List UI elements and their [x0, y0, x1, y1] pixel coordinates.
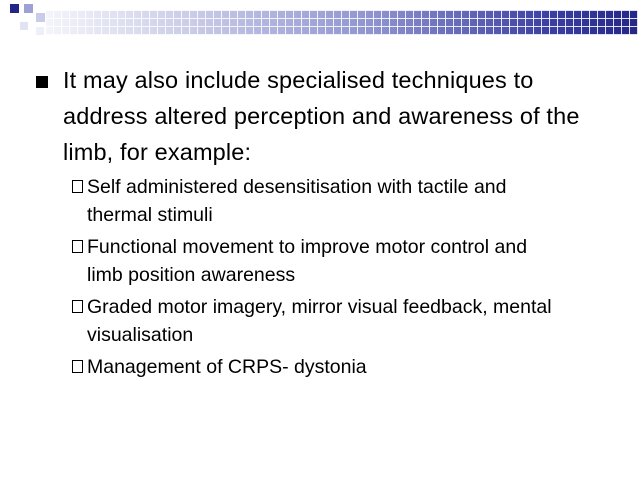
decor-square [10, 4, 19, 13]
hollow-square-bullet-icon [72, 240, 83, 253]
hollow-square-bullet-icon [72, 360, 83, 373]
decor-square [24, 4, 33, 13]
sub-bullet-item [72, 174, 626, 229]
main-point-text: It may also include specialised techniques to address altered perception and awareness of the limb, for example: [63, 67, 580, 165]
sub-point-text: Self administered desensitisation with tactile and thermal stimuli [87, 176, 507, 226]
decor-square [20, 22, 28, 30]
header-decoration [0, 0, 638, 40]
filled-square-bullet-icon [36, 76, 48, 88]
decor-square [36, 27, 44, 35]
hollow-square-bullet-icon [72, 180, 83, 193]
sub-point-text: Graded motor imagery, mirror visual feedback, mental visualisation [87, 296, 552, 346]
hollow-square-bullet-icon [72, 300, 83, 313]
sub-bullet-item [72, 294, 626, 349]
slide-body [36, 62, 626, 382]
sub-bullet-item [72, 234, 626, 289]
decor-square [36, 13, 45, 22]
sub-bullet-item [72, 354, 626, 382]
sub-bullet-list [72, 174, 626, 382]
sub-point-text: Management of CRPS- dystonia [87, 356, 367, 378]
sub-point-text: Functional movement to improve motor control and limb position awareness [87, 236, 528, 286]
main-bullet-point [36, 62, 626, 170]
header-gradient-bar [46, 10, 638, 35]
